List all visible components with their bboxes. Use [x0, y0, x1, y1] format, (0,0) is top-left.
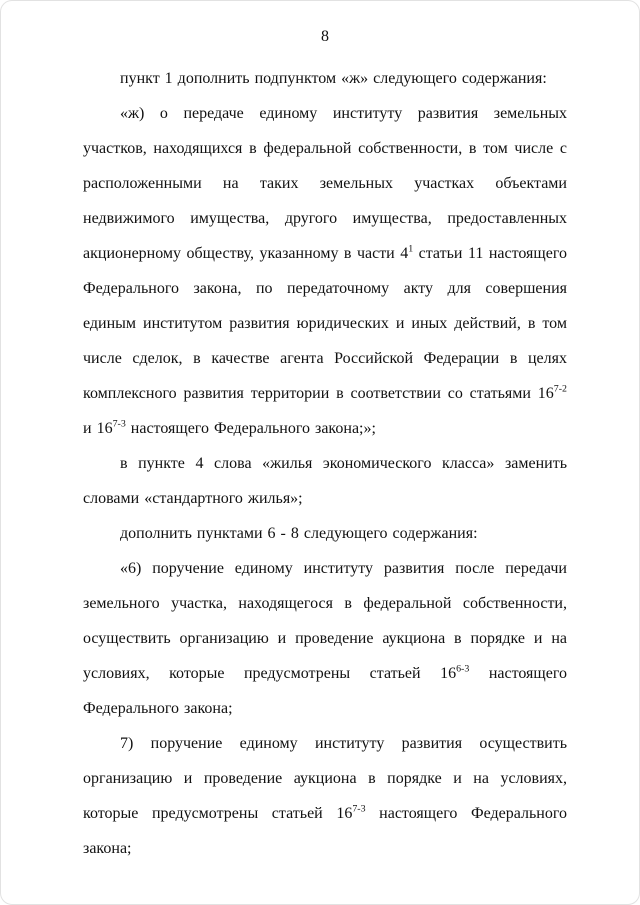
paragraph: дополнить пунктами 6 - 8 следующего содержания: — [120, 525, 478, 542]
paragraph: 7) поручение единому институту развития осуществить организацию и проведение аукциона в порядке и на условиях, которые предусмотрены статьей 16$^{7-3}$ настоящего Федерального закона; — [83, 735, 567, 857]
superscript: 7-3 — [112, 418, 126, 430]
superscript: 1 — [408, 243, 414, 255]
superscript: 7-3 — [352, 803, 366, 815]
document-body — [83, 61, 567, 866]
superscript: 6-3 — [456, 663, 470, 675]
paragraph: «6) поручение единому институту развития после передачи земельного участка, находящегося в федеральной собственности, осуществить организацию и проведение аукциона в порядке и на условиях, которые предусмотрены статьей 16$^{6-3}$ настоящего Федерального закона; — [83, 560, 567, 717]
paragraph: «ж) о передаче единому институту развития земельных участков, находящихся в федеральной собственности, в том числе с расположенными на таких земельных участках объектами недвижимого имущества, другого имущества, предоставленных акционерному обществу, указанному в части $4^1$ статьи 11 настоящего Федерального закона, по передаточному акту для совершения единым институтом развития юридических и иных действий, в том числе сделок, в качестве агента Российской Федерации в целях комплексного развития территории в соответствии со статьями 16$^{7-2}$ и 16$^{7-3}$ настоящего Федерального закона;»; — [83, 105, 567, 437]
paragraph: пункт 1 дополнить подпунктом «ж» следующего содержания: — [120, 70, 547, 87]
paragraph: в пункте 4 слова «жилья экономического класса» заменить словами «стандартного жилья»; — [83, 455, 567, 507]
page-number: 8 — [321, 28, 329, 45]
superscript: 7-2 — [553, 383, 567, 395]
